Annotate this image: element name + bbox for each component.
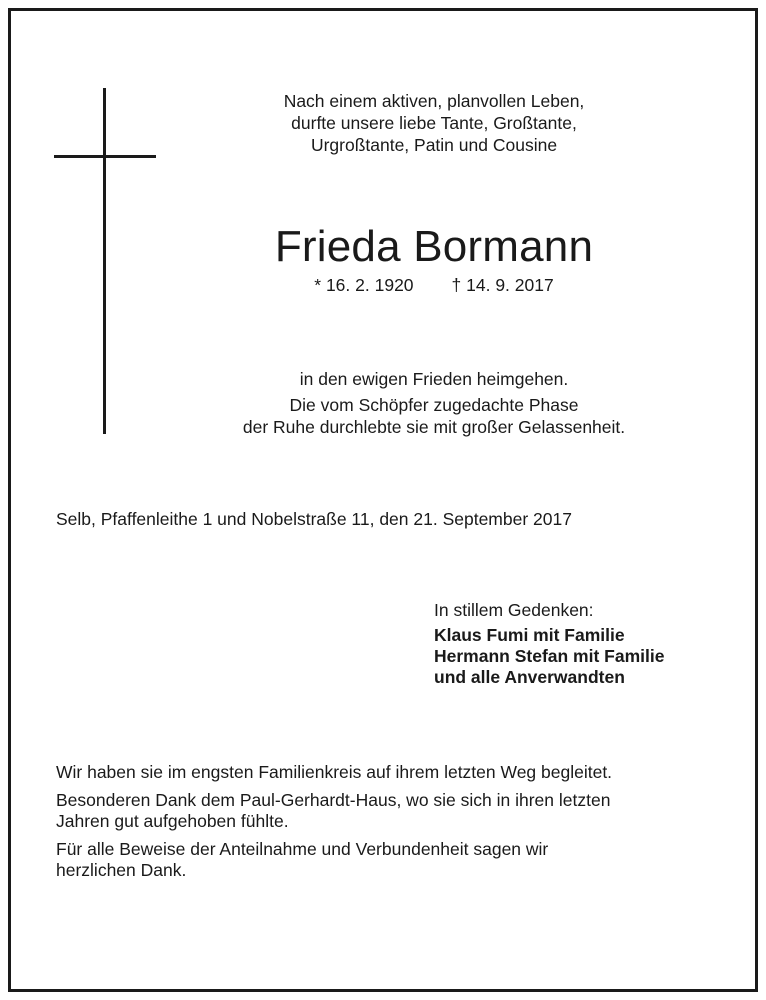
birth-date: * 16. 2. 1920 xyxy=(314,275,414,295)
mourners-heading: In stillem Gedenken: xyxy=(434,600,594,620)
life-dates xyxy=(234,274,634,296)
thanks-line: Wir haben sie im engsten Familienkreis auf ihrem letzten Weg begleitet. xyxy=(56,762,613,782)
mourner-name: Klaus Fumi mit Familie xyxy=(434,625,625,645)
closing-line: Die vom Schöpfer zugedachte Phase xyxy=(289,395,579,415)
closing-line: in den ewigen Frieden heimgehen. xyxy=(299,369,569,389)
thanks-line: herzlichen Dank. xyxy=(56,860,187,880)
closing-text xyxy=(214,368,654,438)
mourners-block xyxy=(434,600,664,688)
closing-line: der Ruhe durchlebte sie mit großer Gelassenheit. xyxy=(242,417,626,437)
mourners-names xyxy=(434,625,664,688)
thanks-paragraph xyxy=(56,762,706,783)
thanks-line: Jahren gut aufgehoben fühlte. xyxy=(56,811,289,831)
intro-line: Nach einem aktiven, planvollen Leben, xyxy=(283,91,585,111)
thanks-line: Besonderen Dank dem Paul-Gerhardt-Haus, wo sie sich in ihren letzten xyxy=(56,790,611,810)
mourner-name: und alle Anverwandten xyxy=(434,667,625,687)
mourner-name: Hermann Stefan mit Familie xyxy=(434,646,665,666)
cross-horizontal-bar xyxy=(54,155,156,158)
deceased-name: Frieda Bormann xyxy=(274,222,594,271)
intro-text xyxy=(234,90,634,156)
thanks-line: Für alle Beweise der Anteilnahme und Verbundenheit sagen wir xyxy=(56,839,549,859)
intro-line: Urgroßtante, Patin und Cousine xyxy=(310,135,558,155)
death-date: † 14. 9. 2017 xyxy=(451,275,554,295)
thanks-paragraph xyxy=(56,790,706,832)
cross-vertical-bar xyxy=(103,88,106,434)
intro-line: durfte unsere liebe Tante, Großtante, xyxy=(291,113,577,133)
thanks-section xyxy=(56,762,706,888)
place-and-date: Selb, Pfaffenleithe 1 und Nobelstraße 11, den 21. September 2017 xyxy=(56,509,572,529)
thanks-paragraph xyxy=(56,839,706,881)
